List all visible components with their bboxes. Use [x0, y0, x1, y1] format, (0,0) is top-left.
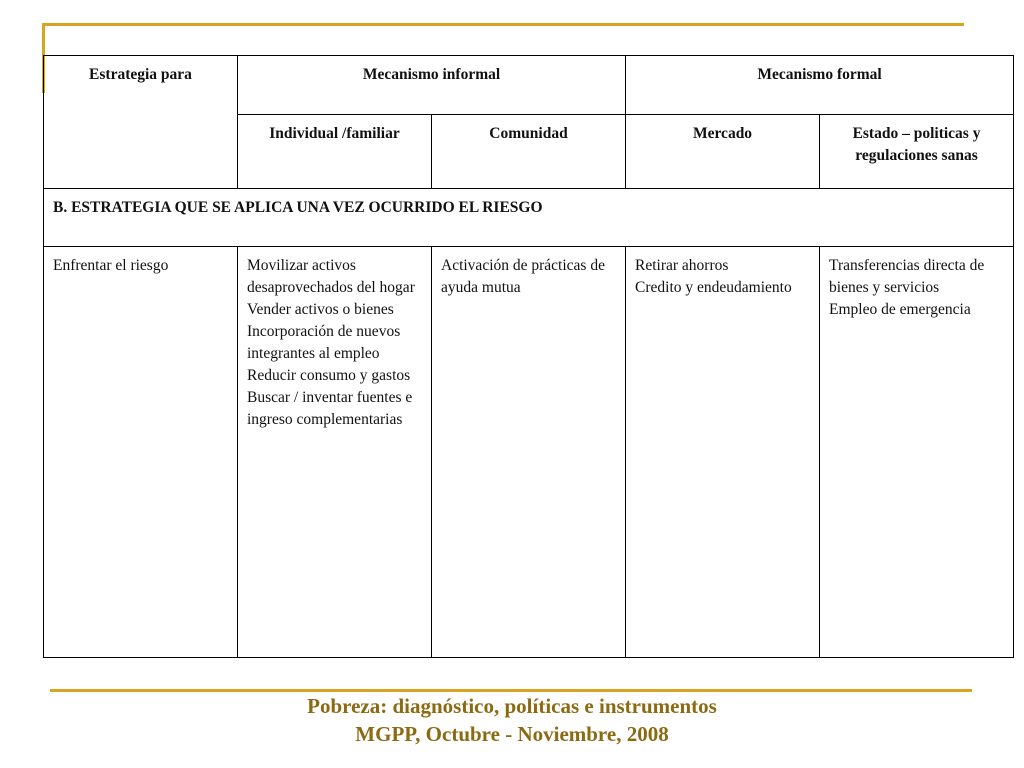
- individual-item: Reducir consumo y gastos: [247, 367, 411, 384]
- header-formal: Mecanismo formal: [626, 56, 1014, 115]
- cell-strategy: Enfrentar el riesgo: [44, 247, 238, 658]
- market-item: Retirar ahorros: [635, 257, 729, 274]
- section-title: B. ESTRATEGIA QUE SE APLICA UNA VEZ OCURRIDO EL RIESGO: [44, 189, 1014, 247]
- individual-item: Vender activos o bienes: [247, 301, 394, 318]
- individual-item: Buscar / inventar fuentes e ingreso complementarias: [247, 389, 413, 428]
- individual-item: Incorporación de nuevos integrantes al empleo: [247, 323, 401, 362]
- data-row: [44, 247, 1014, 658]
- header-informal: Mecanismo informal: [238, 56, 626, 115]
- cell-state: [820, 247, 1014, 658]
- top-decorative-line: [42, 23, 964, 26]
- footer-subtitle: MGPP, Octubre - Noviembre, 2008: [355, 722, 669, 746]
- header-market: Mercado: [626, 115, 820, 189]
- header-state: Estado – politicas y regulaciones sanas: [820, 115, 1014, 189]
- cell-market: [626, 247, 820, 658]
- strategy-table: [43, 55, 1014, 658]
- footer: [0, 692, 1024, 748]
- state-item: Empleo de emergencia: [829, 301, 971, 318]
- cell-individual: [238, 247, 432, 658]
- section-row: [44, 189, 1014, 247]
- market-item: Credito y endeudamiento: [635, 279, 792, 296]
- header-strategy: Estrategia para: [44, 56, 238, 189]
- state-item: Transferencias directa de bienes y servicios: [829, 257, 985, 296]
- cell-community: [432, 247, 626, 658]
- footer-title: Pobreza: diagnóstico, políticas e instrumentos: [307, 694, 717, 718]
- community-item: Activación de prácticas de ayuda mutua: [441, 257, 605, 296]
- header-individual: Individual /familiar: [238, 115, 432, 189]
- header-community: Comunidad: [432, 115, 626, 189]
- header-row-1: [44, 56, 1014, 115]
- individual-item: Movilizar activos desaprovechados del hogar: [247, 257, 415, 296]
